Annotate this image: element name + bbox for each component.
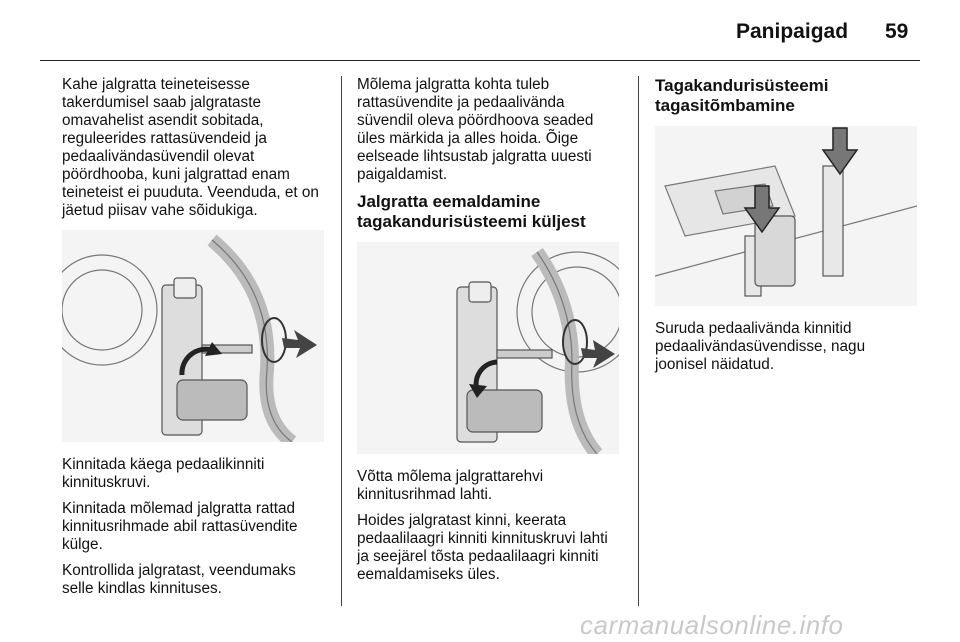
page-title: Panipaigad bbox=[736, 20, 849, 43]
left-column bbox=[62, 76, 328, 606]
paragraph: Kinnitada mõlemad jalgratta rattad kinnitusrihmade abil rattasüvendite külge. bbox=[62, 500, 298, 553]
carrier-retraction-illustration bbox=[655, 126, 917, 306]
paragraph: Kahe jalgratta teineteisesse takerdumisel saab jalgrataste omavahelist asendit sobitada, reguleerides rattasüvendeid ja pedaalivändasüvendil olevat pöördhooba, kuni jalgrattad enam teineteist ei puuduta. Veenduda, et on jäetud piisav vahe sõidukiga. bbox=[62, 76, 319, 219]
paragraph: Hoides jalgratast kinni, keerata pedaalilaagri kinniti kinnituskruvi lahti ja seejärel tõsta pedaalilaagri kinniti eemaldamiseks üles. bbox=[357, 512, 608, 583]
section-heading: Tagakandurisüsteemi tagasitõmbamine bbox=[655, 76, 829, 115]
column-divider bbox=[638, 76, 639, 606]
right-column bbox=[655, 76, 921, 382]
section-heading: Jalgratta eemaldamine tagakandurisüsteemi küljest bbox=[357, 192, 586, 231]
header-rule bbox=[40, 60, 920, 61]
paragraph: Kontrollida jalgratast, veendumaks selle kindlas kinnituses. bbox=[62, 562, 296, 597]
middle-column bbox=[357, 76, 623, 592]
paragraph: Kinnitada käega pedaalikinniti kinnituskruvi. bbox=[62, 456, 265, 491]
paragraph: Suruda pedaalivända kinnitid pedaalivändasüvendisse, nagu joonisel näidatud. bbox=[655, 320, 866, 373]
bike-carrier-strap-illustration bbox=[62, 230, 324, 442]
paragraph: Võtta mõlema jalgrattarehvi kinnitusrihmad lahti. bbox=[357, 468, 544, 503]
paragraph: Mõlema jalgratta kohta tuleb rattasüvendite ja pedaalivända süvendil oleva pöördhoova seaded üles märkida ja alles hoida. Õige eelseade lihtsustab jalgratta uuesti paigaldamist. bbox=[357, 76, 594, 183]
bike-carrier-release-illustration bbox=[357, 242, 619, 454]
page-number: 59 bbox=[885, 20, 909, 43]
watermark: carmanualsonline.info bbox=[580, 610, 844, 640]
column-divider bbox=[341, 76, 342, 606]
